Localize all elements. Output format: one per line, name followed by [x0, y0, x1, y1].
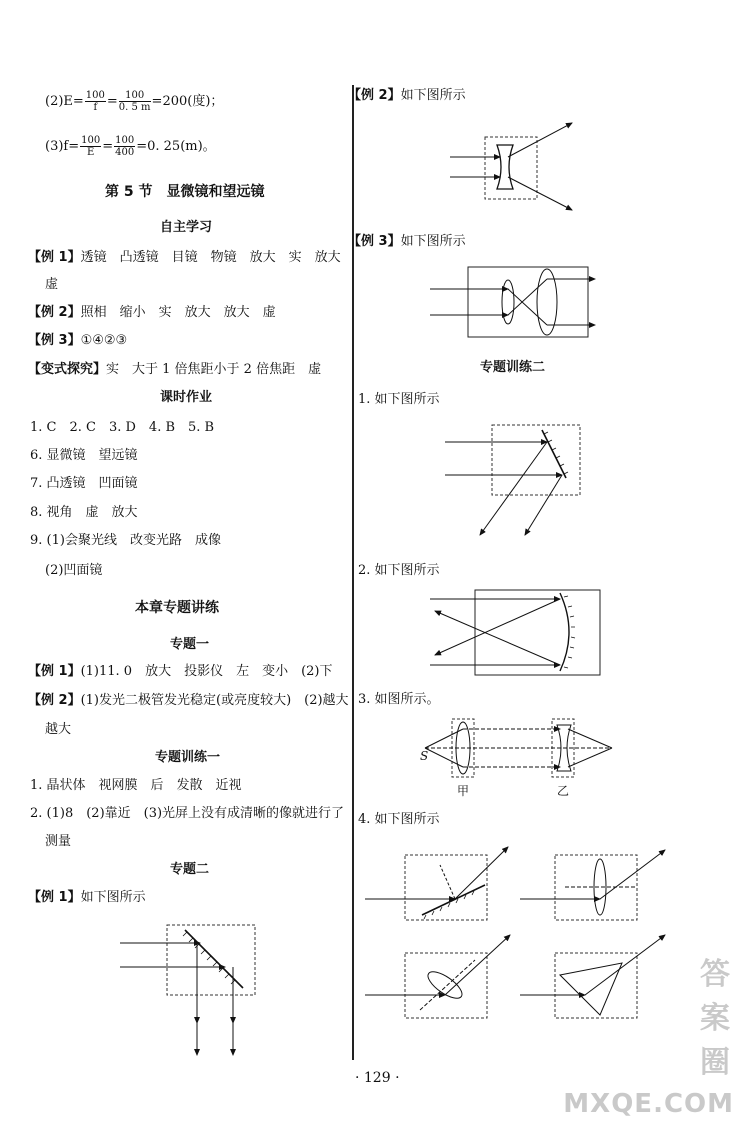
zt-train1-heading: 专题训练一 — [155, 750, 221, 765]
tr1-2-cont: 测量 — [45, 834, 72, 849]
r-ex2: 【例 2】如下图所示 — [348, 88, 466, 103]
tr1-1: 1. 晶状体 视网膜 后 发散 近视 — [30, 778, 242, 793]
chapter-title: 本章专题讲练 — [135, 600, 219, 616]
r-t4: 4. 如下图所示 — [358, 812, 440, 827]
tr1-2: 2. (1)8 (2)靠近 (3)光屏上没有成清晰的像就进行了 — [30, 806, 345, 821]
label-s: S — [420, 749, 429, 763]
label-yi: 乙 — [557, 784, 570, 798]
watermark-line2: MXQE.COM — [563, 1089, 734, 1119]
diagram-zt2-ex1 — [115, 915, 265, 1060]
q9b: (2)凹面镜 — [45, 563, 103, 578]
diagram-r-ex2-concave-lens — [450, 115, 580, 215]
zt1-ex2: 【例 2】(1)发光二极管发光稳定(或亮度较大) (2)越大 — [28, 693, 349, 708]
diagram-r-t4-set — [360, 835, 740, 1025]
subheading-zizhu: 自主学习 — [160, 220, 213, 235]
r-t1: 1. 如下图所示 — [358, 392, 440, 407]
bianshi-line: 【变式探究】实 大于 1 倍焦距小于 2 倍焦距 虚 — [28, 362, 322, 377]
equation-2: (2)E= $\frac{100}{f}$ = $\frac{100}{0. 5 m}$ =200(度)； — [45, 90, 224, 113]
q7: 7. 凸透镜 凹面镜 — [30, 476, 138, 491]
equation-3: (3)f= $\frac{100}{E}$ = $\frac{100}{400}$ =0. 25(m)。 — [45, 135, 216, 158]
ex1-cont: 虚 — [45, 277, 59, 292]
r-t3: 3. 如图所示。 — [358, 692, 440, 707]
q8: 8. 视角 虚 放大 — [30, 505, 138, 520]
diagram-r-t2-concave-mirror — [430, 585, 605, 680]
q1-5: 1. C 2. C 3. D 4. B 5. B — [30, 420, 215, 435]
section-title: 第 5 节 显微镜和望远镜 — [105, 184, 265, 200]
label-jia: 甲 — [457, 784, 470, 798]
diagram-r-t1-mirror — [440, 420, 585, 540]
zt1-ex1: 【例 1】(1)11. 0 放大 投影仪 左 变小 (2)下 — [28, 664, 333, 679]
column-divider — [352, 85, 354, 1060]
zt2-heading: 专题二 — [170, 862, 210, 877]
zt2-ex1: 【例 1】如下图所示 — [28, 890, 146, 905]
ex2-line: 【例 2】照相 缩小 实 放大 放大 虚 — [28, 305, 276, 320]
ex1-line: 【例 1】透镜 凸透镜 目镜 物镜 放大 实 放大 — [28, 250, 341, 265]
q6: 6. 显微镜 望远镜 — [30, 448, 138, 463]
diagram-r-ex3-lens-pair — [430, 262, 600, 342]
r-ex3: 【例 3】如下图所示 — [348, 234, 466, 249]
subheading-keshi: 课时作业 — [160, 390, 213, 405]
r-t2: 2. 如下图所示 — [358, 563, 440, 578]
q9: 9. (1)会聚光线 改变光路 成像 — [30, 533, 221, 548]
page-number: · 129 · — [355, 1070, 400, 1086]
watermark-line1: 答案圈 — [700, 957, 732, 1080]
zt1-heading: 专题一 — [170, 637, 210, 652]
diagram-r-t3-lenses — [420, 715, 620, 790]
ex3-line: 【例 3】①④②③ — [28, 333, 128, 348]
zt-train2-heading: 专题训练二 — [480, 360, 546, 375]
zt1-ex2-cont: 越大 — [45, 722, 72, 737]
